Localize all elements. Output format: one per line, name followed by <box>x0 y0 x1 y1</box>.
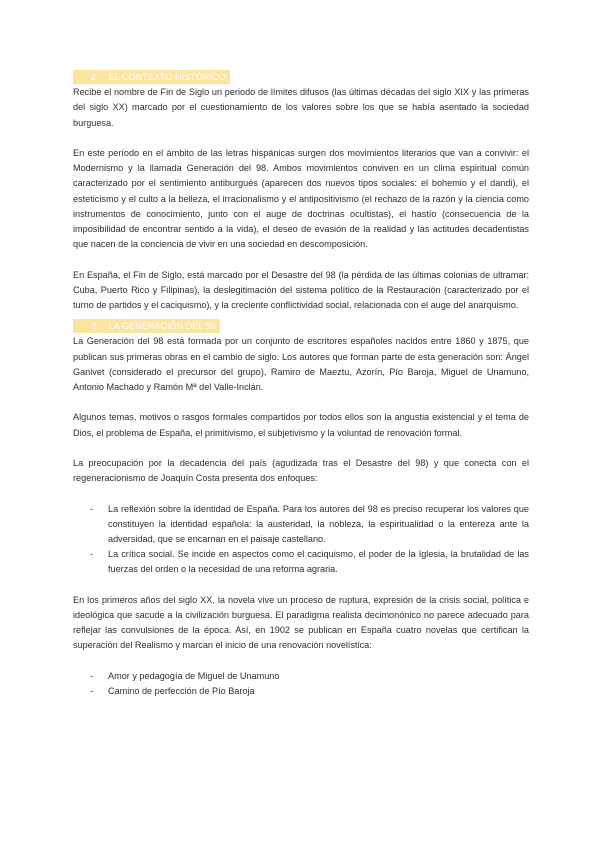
paragraph-novela: En los primeros años del siglo XX, la novela vive un proceso de ruptura, expresión de la crisis social, política e ideológica que sacude a la civilización burguesa. El paradigma realista decimonónico no parece adecuado para reflejar las convulsiones de la época. Así, en 1902 se publican en España cuatro novelas que certifican la superación del Realismo y marcan el inicio de una renovación novelística: <box>73 594 529 651</box>
section-heading-generacion <box>73 319 220 333</box>
document-body <box>73 70 529 714</box>
section-heading-contexto <box>73 70 230 84</box>
list-item: - Amor y pedagogía de Miguel de Unamuno <box>108 669 529 684</box>
section-number: 2. <box>91 72 99 82</box>
section-title: LA GENERACIÓN DEL 98 <box>108 321 216 332</box>
section-number: 3. <box>91 321 99 332</box>
paragraph-preocupacion: La preocupación por la decadencia del país (agudizada tras el Desastre del 98) y que conecta con el regeneracionismo de Joaquín Costa presenta dos enfoques: <box>73 458 529 484</box>
list-item: - La reflexión sobre la identidad de España. Para los autores del 98 es preciso recuperar los valores que constituyen la identidad española: la austeridad, la nobleza, la espiritualidad o la entereza ante la adversidad, que se encarnan en el paisaje castellano. <box>108 502 529 548</box>
list-item: - La crítica social. Se incide en aspectos como el caciquismo, el poder de la Iglesia, la brutalidad de las fuerzas del orden o la necesidad de una reforma agraria. <box>108 547 529 577</box>
paragraph-movimientos: En este período en el ámbito de las letras hispánicas surgen dos movimientos literarios que van a convivir: el Modernismo y la llamada Generación del 98. Ambos movimientos conviven en un clima espiritual común caracterizado por el sentimiento antiburgués (aparecen dos nuevos tipos sociales: el bohemio y el dandi), el esteticismo y el culto a la belleza, el irracionalismo y el antipositivismo (el rechazo de la razón y la ciencia como instrumentos de conocimiento, junto con el auge de doctrinas ocultistas), el hastío (consecuencia de la imposibilidad de encontrar sentido a la vida), el deseo de evasión de la realidad y las actitudes decadentistas que nacen de la conciencia de vivir en una sociedad en descomposición. <box>73 148 529 250</box>
paragraph-temas: Algunos temas, motivos o rasgos formales compartidos por todos ellos son la angustia existencial y el tema de Dios, el problema de España, el primitivismo, el subjetivismo y la voluntad de renovación formal. <box>73 412 529 438</box>
paragraph-fin-de-siglo: Recibe el nombre de Fin de Siglo un periodo de límites difusos (las últimas décadas del siglo XIX y las primeras del siglo XX) marcado por el cuestionamiento de los valores sobre los que se había asentado la sociedad burguesa. <box>73 87 529 128</box>
paragraph-autores: La Generación del 98 está formada por un conjunto de escritores españoles nacidos entre 1860 y 1875, que publican sus primeras obras en el cambio de siglo. Los autores que forman parte de esta generación son: Ángel Ganivet (considerado el precursor del grupo), Ramiro de Maeztu, Azorín, Pío Baroja, Miguel de Unamuno, Antonio Machado y Ramón Mª del Valle-Inclán. <box>73 336 529 393</box>
section-title: EL CONTEXTO HISTÓRICO <box>108 72 226 82</box>
enfoques-list <box>73 502 529 578</box>
novelas-list <box>73 669 529 699</box>
list-item: - Camino de perfección de Pío Baroja <box>108 684 529 699</box>
paragraph-espana: En España, el Fin de Siglo, está marcado por el Desastre del 98 (la pérdida de las últimas colonias de ultramar: Cuba, Puerto Rico y Filipinas), la deslegitimación del sistema político de la Restauración (caracterizado por el turno de partidos y el caciquismo), y la creciente conflictividad social, relacionada con el auge del anarquismo. <box>73 269 529 311</box>
